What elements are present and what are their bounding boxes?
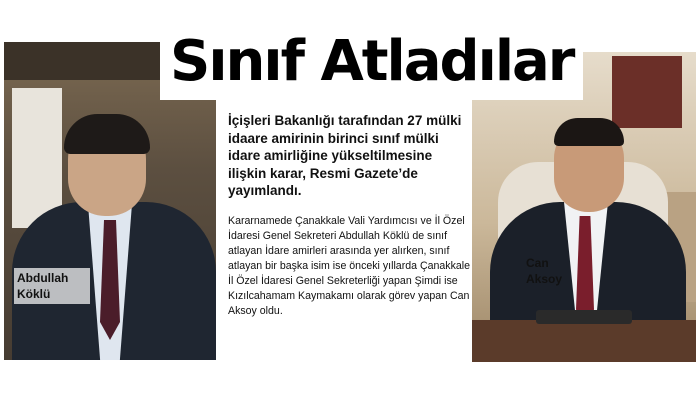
photo-tablet [536, 310, 632, 324]
lead-paragraph: İçişleri Bakanlığı tarafından 27 mülki idaare amirinin birinci sınıf mülki idare amirliğine yükseltilmesine ilişkin karar, Resmi Gazete’de yayımlandı. [228, 113, 462, 198]
headline: Sınıf Atladılar [160, 24, 583, 100]
photo-background-frame [612, 56, 682, 128]
caption-abdullah-koklu: Abdullah Köklü [14, 268, 90, 304]
photo-desk [472, 320, 696, 362]
body-paragraph: Kararnamede Çanakkale Vali Yardımcısı ve İl Özel İdaresi Genel Sekreteri Abdullah Köklü de sınıf atlayan İdare amirleri arasında yer alırken, sınıf atlayan bir başka isim ise önceki yıllarda Çanakkale İl Özel İdaresi Genel Sekreterliği yapan Şimdi ise Kızılcahamam Kaymakamı olarak görev yapan Can Aksoy oldu. [228, 215, 471, 317]
photo-hair [554, 118, 624, 146]
photo-hair [64, 114, 150, 154]
caption-can-aksoy: Can Aksoy [526, 256, 563, 286]
